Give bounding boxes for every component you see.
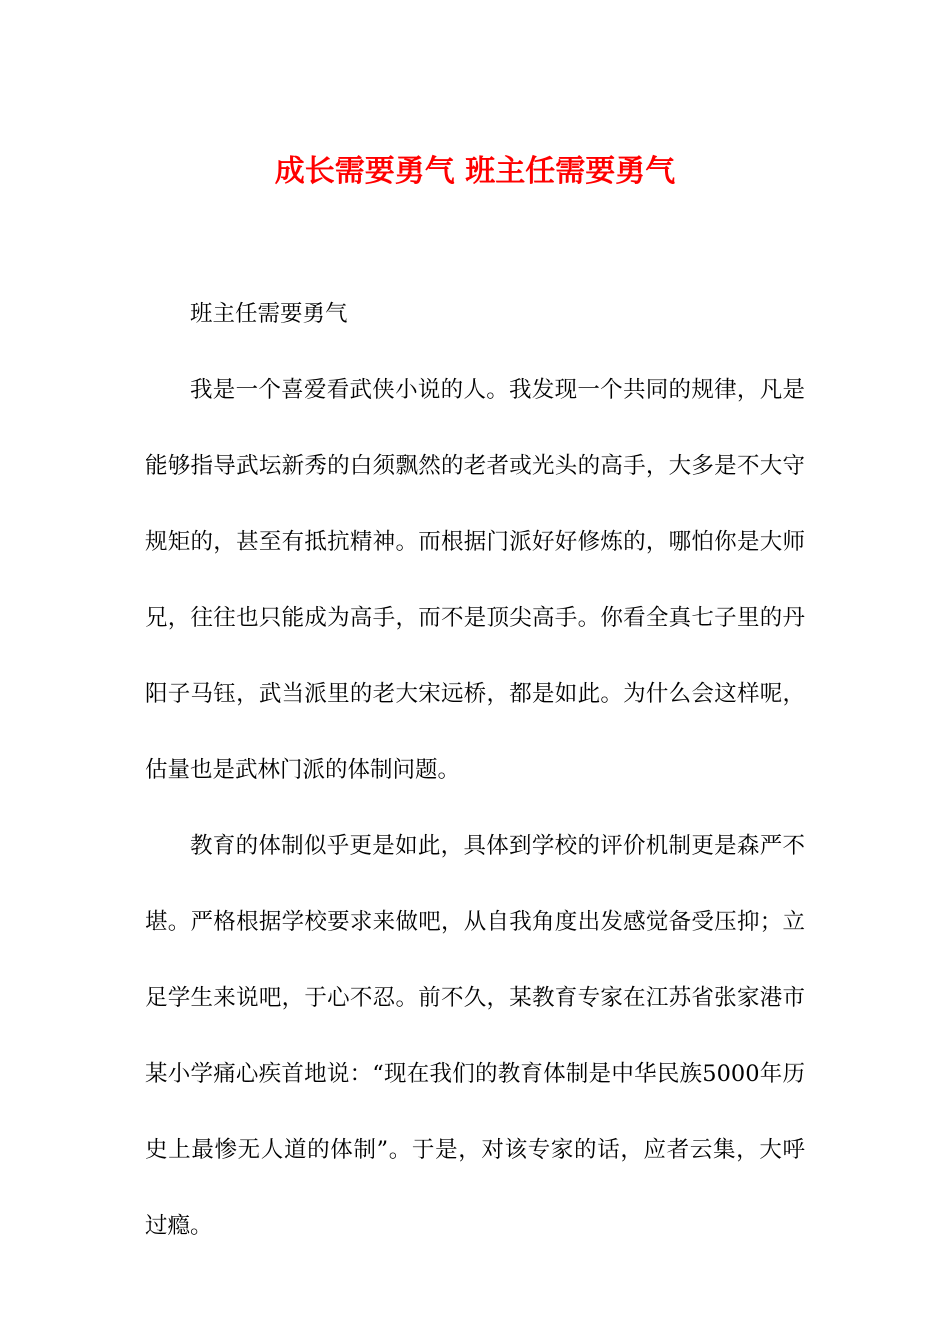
section-heading: 班主任需要勇气 [190, 301, 348, 327]
document-body [145, 276, 805, 1264]
paragraph-1: 我是一个喜爱看武侠小说的人。我发现一个共同的规律，凡是能够指导武坛新秀的白须飘然的老者或光头的高手，大多是不大守规矩的，甚至有抵抗精神。而根据门派好好修炼的，哪怕你是大师兄，往往也只能成为高手，而不是顶尖高手。你看全真七子里的丹阳子马钰，武当派里的老大宋远桥，都是如此。为什么会这样呢，估量也是武林门派的体制问题。 [145, 377, 805, 783]
paragraph-2: 教育的体制似乎更是如此，具体到学校的评价机制更是森严不堪。严格根据学校要求来做吧，从自我角度出发感觉备受压抑；立足学生来说吧，于心不忍。前不久，某教育专家在江苏省张家港市某小学痛心疾首地说：“现在我们的教育体制是中华民族5000年历史上最惨无人道的体制”。于是，对该专家的话，应者云集，大呼过瘾。 [145, 833, 805, 1239]
document-title: 成长需要勇气 班主任需要勇气 [274, 154, 676, 189]
